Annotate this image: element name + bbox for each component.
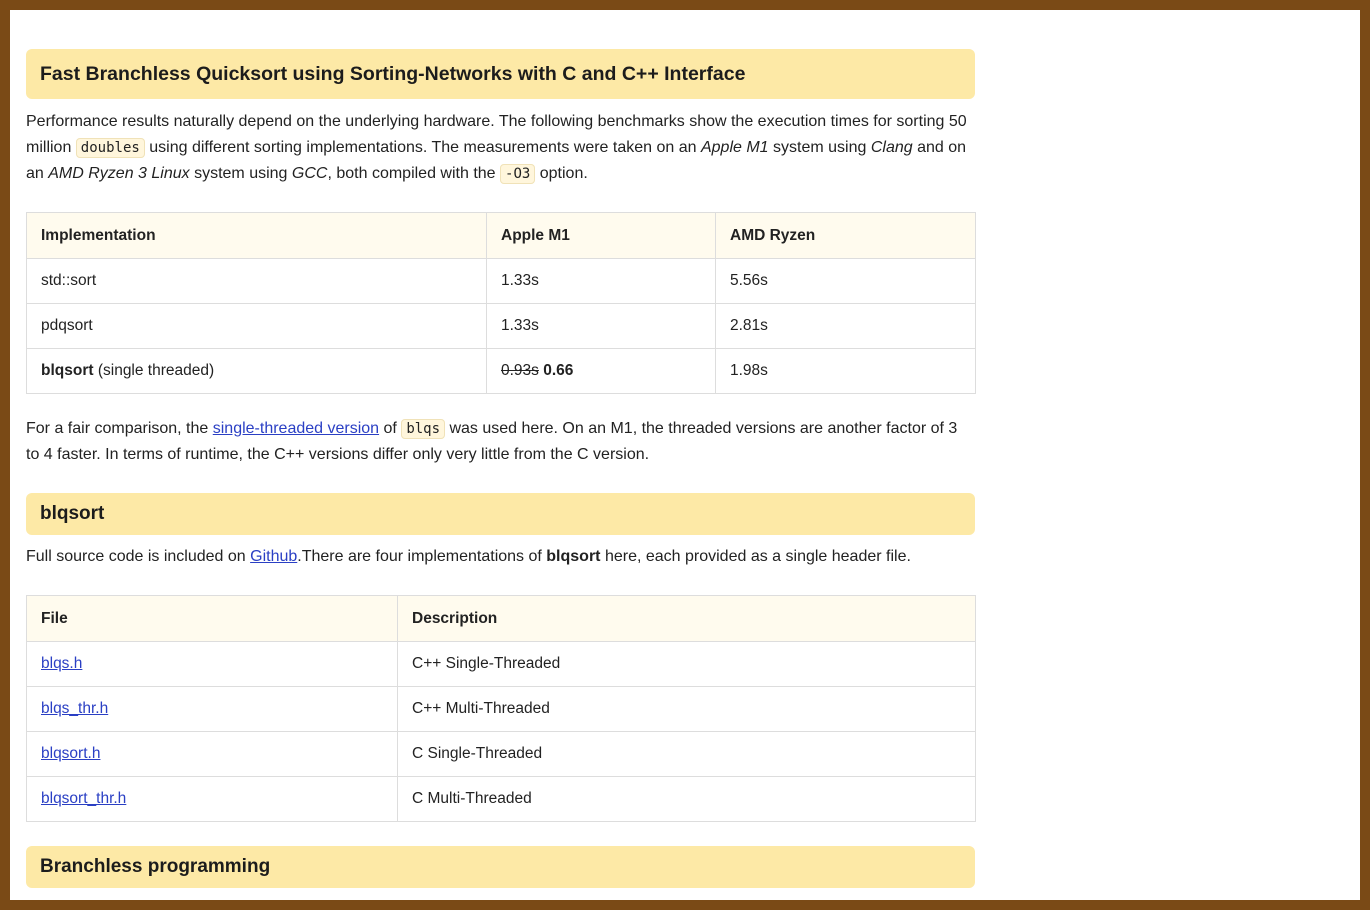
impl-suffix: (single threaded) [93, 362, 215, 379]
m1-new-value: 0.66 [543, 362, 574, 379]
intro-text-6: , both compiled with the [327, 165, 501, 182]
comparison-text-3: was used here. On an M1, the threaded versions are another factor of 3 to 4 faster. In terms of runtime, the C++ versions differ only very little from the C version. [26, 420, 958, 463]
col-header-file: File [27, 596, 398, 642]
file-cell [27, 642, 398, 687]
blqsort-heading-text: blqsort [40, 503, 105, 524]
table-row [27, 732, 976, 777]
comparison-paragraph [26, 416, 975, 468]
table-row [27, 304, 976, 349]
m1-cell [487, 349, 716, 394]
table-row [27, 642, 976, 687]
file-link-blqs-h[interactable]: blqs.h [41, 655, 83, 672]
file-cell [27, 732, 398, 777]
intro-text-5: system using [189, 165, 292, 182]
table-row [27, 687, 976, 732]
intro-apple-m1: Apple M1 [700, 139, 769, 156]
intro-gcc: GCC [291, 165, 328, 182]
ryzen-cell: 5.56s [716, 259, 976, 304]
ryzen-cell: 2.81s [716, 304, 976, 349]
github-link[interactable]: Github [250, 548, 298, 565]
page-title [26, 49, 975, 99]
single-threaded-version-link[interactable]: single-threaded version [212, 420, 380, 437]
intro-paragraph [26, 109, 975, 187]
files-table [26, 595, 976, 822]
table-row [27, 259, 976, 304]
impl-cell [27, 349, 487, 394]
benchmark-table [26, 212, 976, 394]
file-cell [27, 777, 398, 822]
blqsort-text-3: here, each provided as a single header file. [600, 548, 911, 565]
impl-cell: pdqsort [27, 304, 487, 349]
article-content [26, 49, 975, 888]
file-cell [27, 687, 398, 732]
description-cell: C++ Multi-Threaded [398, 687, 976, 732]
branchless-heading-text: Branchless programming [40, 856, 271, 877]
m1-cell: 1.33s [487, 259, 716, 304]
page-frame [10, 10, 1360, 900]
comparison-text-1: For a fair comparison, the [26, 420, 213, 437]
blqsort-bold: blqsort [546, 548, 601, 565]
col-header-apple-m1: Apple M1 [487, 213, 716, 259]
intro-text-2: using different sorting implementations. The measurements were taken on an [144, 139, 701, 156]
code-blqs: blqs [401, 419, 445, 439]
code-o3: -O3 [500, 164, 535, 184]
file-link-blqsort-thr-h[interactable]: blqsort_thr.h [41, 790, 127, 807]
ryzen-cell: 1.98s [716, 349, 976, 394]
blqsort-text-1: Full source code is included on [26, 548, 251, 565]
blqsort-section-heading [26, 493, 975, 535]
blqsort-paragraph [26, 544, 975, 570]
table-row [27, 349, 976, 394]
intro-text-4: and on an [26, 139, 967, 182]
description-cell: C Single-Threaded [398, 732, 976, 777]
branchless-section-heading [26, 846, 975, 888]
col-header-implementation: Implementation [27, 213, 487, 259]
comparison-text-2: of [379, 420, 402, 437]
impl-name-bold: blqsort [41, 362, 94, 379]
code-doubles: doubles [76, 138, 145, 158]
description-cell: C Multi-Threaded [398, 777, 976, 822]
intro-text-3: system using [768, 139, 871, 156]
col-header-description: Description [398, 596, 976, 642]
benchmark-header-row [27, 213, 976, 259]
intro-clang: Clang [870, 139, 913, 156]
intro-amd-ryzen: AMD Ryzen 3 Linux [48, 165, 190, 182]
m1-old-value: 0.93s [501, 362, 539, 379]
blqsort-text-2: .There are four implementations of [297, 548, 547, 565]
intro-text-7: option. [535, 165, 588, 182]
file-link-blqsort-h[interactable]: blqsort.h [41, 745, 101, 762]
m1-cell: 1.33s [487, 304, 716, 349]
files-header-row [27, 596, 976, 642]
impl-cell: std::sort [27, 259, 487, 304]
table-row [27, 777, 976, 822]
col-header-amd-ryzen: AMD Ryzen [716, 213, 976, 259]
page-title-text: Fast Branchless Quicksort using Sorting-Networks with C and C++ Interface [40, 62, 746, 85]
intro-text-1: Performance results naturally depend on the underlying hardware. The following benchmarks show the execution times for sorting 50 million [26, 113, 967, 156]
file-link-blqs-thr-h[interactable]: blqs_thr.h [41, 700, 109, 717]
description-cell: C++ Single-Threaded [398, 642, 976, 687]
